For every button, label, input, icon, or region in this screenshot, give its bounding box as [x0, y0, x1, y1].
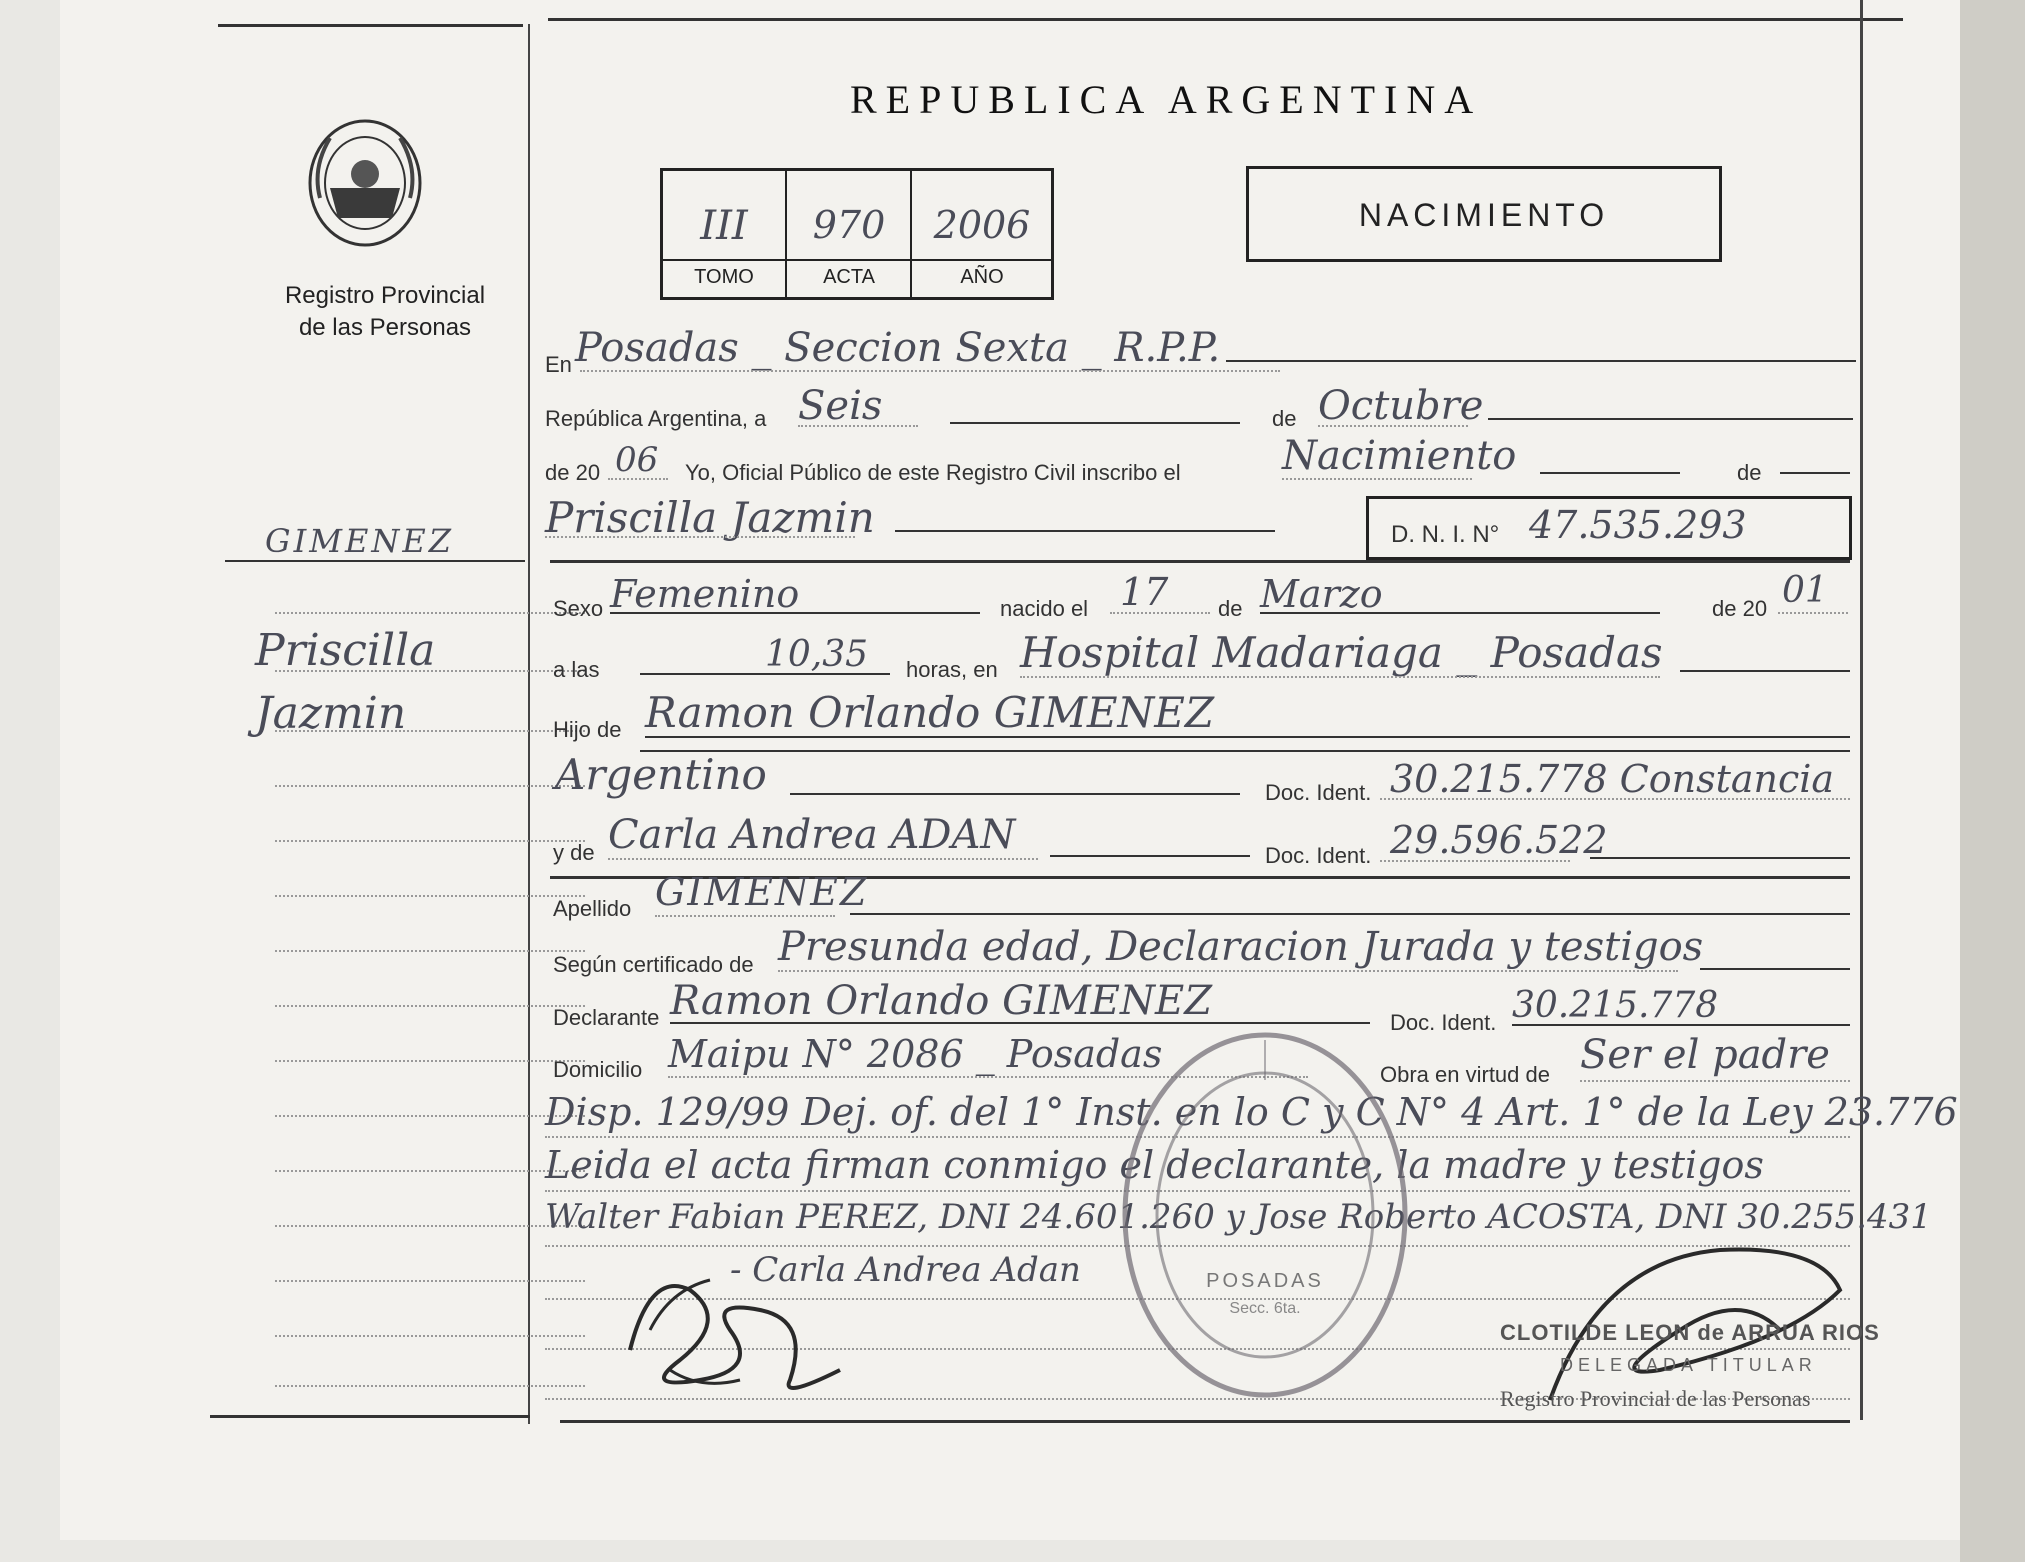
- acta-value: 970: [812, 203, 886, 247]
- tomo-value: III: [700, 203, 748, 249]
- section-rule-2: [640, 750, 1850, 752]
- ano-value: 2006: [933, 203, 1031, 247]
- line-obra: [1580, 1080, 1850, 1082]
- label-apellido: Apellido: [553, 896, 632, 921]
- field-lugar-nac: Hospital Madariaga _ Posadas: [1020, 628, 1663, 677]
- line-lugar-nac: [1020, 676, 1660, 678]
- line-lugar-tail: [1226, 360, 1856, 362]
- label-republica: República Argentina, a: [545, 406, 767, 431]
- label-obra: Obra en virtud de: [1380, 1062, 1550, 1087]
- field-padre-doc: 30.215.778 Constancia: [1390, 757, 1835, 801]
- label-segun: Según certificado de: [553, 952, 754, 977]
- stub-line: [275, 1060, 585, 1062]
- note-line-2: Leida el acta firman conmigo el declarante, la madre y testigos: [545, 1143, 1764, 1187]
- label-domicilio: Domicilio: [553, 1057, 643, 1082]
- label-de-20: de 20: [545, 460, 601, 485]
- line-certificado: [778, 970, 1678, 972]
- label-en: En: [545, 352, 572, 377]
- field-domicilio: Maipu N° 2086 _ Posadas: [668, 1032, 1163, 1076]
- stub-name-line1: Priscilla: [255, 625, 436, 676]
- line-apellido: [655, 915, 835, 917]
- line-nombre-tail: [895, 530, 1275, 532]
- label-doc-ident-padre: Doc. Ident.: [1265, 780, 1372, 805]
- record-type: NACIMIENTO: [1358, 197, 1610, 233]
- label-sexo: Sexo: [553, 596, 604, 621]
- line-acto-tail: [1540, 472, 1680, 474]
- stub-line: [275, 1005, 585, 1007]
- note-line-3: Walter Fabian PEREZ, DNI 24.601.260 y Jose Roberto ACOSTA, DNI 30.255.431: [545, 1197, 1932, 1237]
- line-declarante-doc: [1512, 1024, 1850, 1026]
- stamp-city: POSADAS: [1206, 1270, 1324, 1292]
- stub-line: [275, 1385, 585, 1387]
- field-certificado: Presunda edad, Declaracion Jurada y testigos: [778, 924, 1704, 970]
- top-rule-right: [548, 18, 1903, 21]
- field-acto: Nacimiento: [1282, 433, 1517, 479]
- line-madre: [608, 858, 1038, 860]
- top-rule-left: [218, 24, 523, 27]
- line-padre: [645, 736, 1850, 738]
- label-horas-en: horas, en: [906, 657, 998, 682]
- dni-box: [1366, 496, 1852, 560]
- line-madre-doc-tail: [1590, 857, 1850, 859]
- line-nombre: [545, 536, 855, 538]
- stub-line: [275, 785, 585, 787]
- tomo-label: TOMO: [694, 266, 754, 288]
- field-declarante: Ramon Orlando GIMENEZ: [670, 978, 1212, 1024]
- note-line-4: - Carla Andrea Adan: [730, 1250, 1081, 1290]
- label-nacido: nacido el: [1000, 596, 1089, 621]
- official-signature-icon: [1540, 1220, 1860, 1410]
- stub-line: [275, 840, 585, 842]
- stub-line: [275, 1170, 585, 1172]
- stub-name-line2: Jazmin: [255, 688, 407, 739]
- label-hijo-de: Hijo de: [553, 717, 622, 742]
- label-de-nacimiento: de: [1737, 460, 1762, 485]
- line-mes-tail: [1488, 418, 1853, 420]
- stub-divider: [528, 24, 530, 1424]
- misiones-seal-icon: [300, 108, 430, 258]
- section-rule-1: [550, 560, 1850, 563]
- line-de-tail: [1780, 472, 1850, 474]
- label-doc-ident-madre: Doc. Ident.: [1265, 843, 1372, 868]
- field-nac-dia: 17: [1120, 570, 1169, 614]
- stub-surname: GIMENEZ: [265, 522, 454, 560]
- registry-name-line2: de las Personas: [298, 314, 472, 341]
- line-acto: [1282, 478, 1472, 480]
- label-yo: Yo, Oficial Público de este Registro Civil inscribo el: [685, 460, 1181, 485]
- field-apellido: GIMENEZ: [655, 870, 869, 914]
- line-certificado-tail: [1700, 968, 1850, 970]
- label-doc-ident-declarante: Doc. Ident.: [1390, 1010, 1497, 1035]
- label-de-20-nac: de 20: [1712, 596, 1768, 621]
- field-anio: 06: [615, 440, 659, 480]
- stub-line: [275, 895, 585, 897]
- registry-stamp-icon: [1115, 1020, 1415, 1410]
- field-madre: Carla Andrea ADAN: [608, 812, 1016, 858]
- line-lugar-nac-tail: [1680, 670, 1850, 672]
- field-madre-doc: 29.596.522: [1390, 818, 1608, 862]
- label-dni: D. N. I. N°: [1391, 521, 1500, 548]
- stub-line: [275, 1115, 585, 1117]
- label-y-de: y de: [553, 840, 595, 865]
- field-nombre: Priscilla Jazmin: [545, 493, 875, 542]
- stamp-section: Secc. 6ta.: [1229, 1300, 1301, 1317]
- field-nac-mes: Marzo: [1260, 572, 1383, 616]
- field-hora: 10,35: [765, 634, 869, 675]
- field-mes: Octubre: [1318, 383, 1484, 429]
- line-padre-doc: [1380, 798, 1850, 800]
- line-apellido-tail: [850, 913, 1850, 915]
- line-lugar: [580, 370, 1280, 372]
- label-de-mes: de: [1272, 406, 1297, 431]
- field-obra: Ser el padre: [1580, 1032, 1830, 1078]
- line-dia: [798, 425, 918, 427]
- stub-line: [275, 1225, 585, 1227]
- line-padre-nac: [790, 793, 1240, 795]
- label-de-nac-mes: de: [1218, 596, 1243, 621]
- line-nac-mes: [1260, 612, 1660, 614]
- acta-label: ACTA: [823, 266, 875, 288]
- record-type-box: [1246, 166, 1722, 262]
- stub-bottom-rule: [210, 1415, 530, 1418]
- field-declarante-doc: 30.215.778: [1512, 985, 1719, 1026]
- ano-label: AÑO: [960, 266, 1004, 288]
- page-title: REPUBLICA ARGENTINA: [850, 77, 1483, 122]
- line-madre-tail: [1050, 855, 1250, 857]
- line-madre-doc: [1380, 860, 1570, 862]
- field-dni: 47.535.293: [1529, 503, 1747, 547]
- declarant-signature-icon: [610, 1230, 870, 1410]
- line-mes: [1318, 425, 1468, 427]
- stub-line: [275, 950, 585, 952]
- label-declarante: Declarante: [553, 1005, 660, 1030]
- official-office: Registro Provincial de las Personas: [1500, 1386, 1811, 1411]
- stub-line: [275, 1335, 585, 1337]
- note-line-1: Disp. 129/99 Dej. of. del 1° Inst. en lo C y C N° 4 Art. 1° de la Ley 23.776: [545, 1090, 1958, 1134]
- field-sexo: Femenino: [610, 572, 800, 616]
- line-nac-dia: [1110, 612, 1210, 614]
- field-nac-anio: 01: [1782, 570, 1828, 611]
- page-edge: [1960, 0, 2025, 1562]
- field-padre-nac: Argentino: [555, 750, 767, 799]
- certificate-page: [60, 0, 1960, 1540]
- official-name: CLOTILDE LEON de ARRUA RIOS: [1500, 1320, 1880, 1345]
- line-nac-anio: [1778, 612, 1848, 614]
- field-dia: Seis: [798, 383, 883, 429]
- stub-line: [275, 1280, 585, 1282]
- record-number-box: [660, 168, 1054, 300]
- official-role: DELEGADA TITULAR: [1560, 1355, 1817, 1375]
- stub-surname-line: [225, 560, 525, 562]
- line-anio: [608, 478, 668, 480]
- field-lugar: Posadas _ Seccion Sexta _ R.P.P.: [575, 325, 1221, 371]
- line-sexo: [610, 612, 980, 614]
- registry-name-line1: Registro Provincial: [284, 282, 486, 309]
- field-padre: Ramon Orlando GIMENEZ: [645, 688, 1215, 737]
- line-hora: [640, 673, 890, 675]
- line-dia-tail: [950, 422, 1240, 424]
- bottom-rule: [560, 1420, 1850, 1423]
- stub-line: [275, 612, 585, 614]
- label-a-las: a las: [553, 657, 600, 682]
